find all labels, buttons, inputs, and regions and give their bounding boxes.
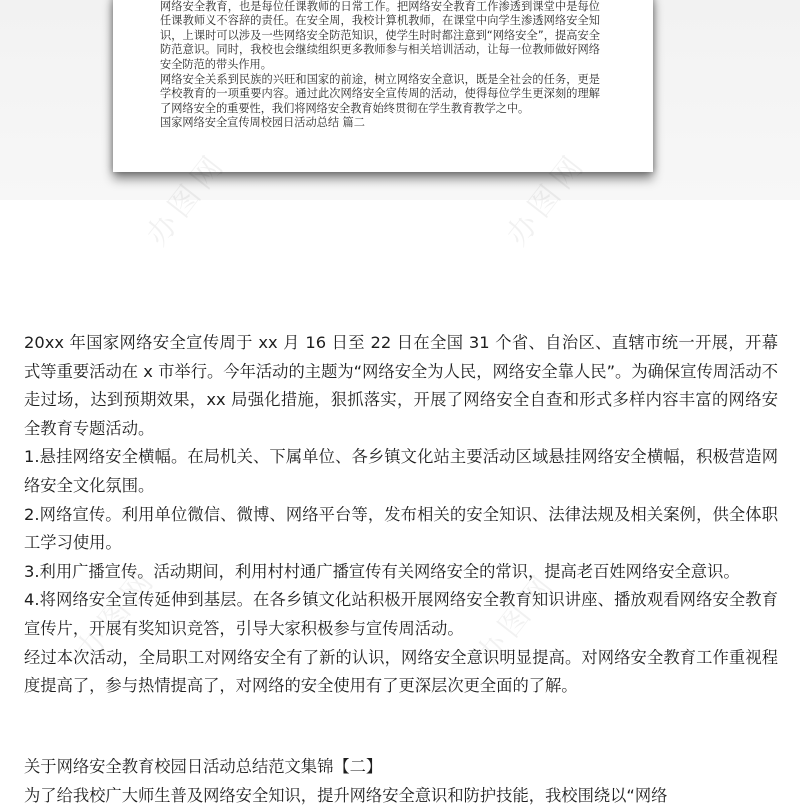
section-heading: 关于网络安全教育校园日活动总结范文集锦【二】 bbox=[24, 757, 383, 776]
body-paragraph: 1.悬挂网络安全横幅。在局机关、下属单位、各乡镇文化站主要活动区域悬挂网络安全横幅，积极营造网络安全文化氛围。 bbox=[24, 447, 778, 495]
article-body bbox=[24, 329, 778, 701]
body-paragraph: 20xx 年国家网络安全宣传周于 xx 月 16 日至 22 日在全国 31 个省、自治区、直辖市统一开展，开幕式等重要活动在 x 市举行。今年活动的主题为“网络安全为人民，网络安全靠人民”。为确保宣传周活动不走过场，达到预期效果，xx 局强化措施，狠抓落实，开展了网络安全自查和形式多样内容丰富的网络安全教育专题活动。 bbox=[24, 333, 778, 438]
thumbnail-section-title: 国家网络安全宣传周校园日活动总结 篇二 bbox=[160, 116, 365, 130]
watermark: 办图网 bbox=[69, 560, 164, 668]
body-paragraph: 经过本次活动，全局职工对网络安全有了新的认识，网络安全意识明显提高。对网络安全教育工作重视程度提高了，参与热情提高了，对网络的安全使用有了更深层次更全面的了解。 bbox=[24, 647, 778, 696]
body-paragraph: 4.将网络安全宣传延伸到基层。在各乡镇文化站积极开展网络安全教育知识讲座、播放观看网络安全教育宣传片，开展有奖知识竞答，引导大家积极参与宣传周活动。 bbox=[24, 590, 778, 638]
body-paragraph: 3.利用广播宣传。活动期间，利用村村通广播宣传有关网络安全的常识，提高老百姓网络安全意识。 bbox=[24, 561, 740, 581]
thumbnail-paragraph: 网络安全教育，也是每位任课教师的日常工作。把网络安全教育工作渗透到课堂中是每位任课教师义不容辞的责任。在安全周，我校计算机教师，在课堂中向学生渗透网络安全知识，上课时可以涉及一些网络安全防范知识，使学生时时都注意到“网络安全”，提高安全防范意识。同时，我校也会继续组织更多教师参与相关培训活动，让每一位教师做好网络安全防范的带头作用。 bbox=[160, 0, 600, 71]
watermark: 办图网 bbox=[469, 565, 564, 673]
document-thumbnail bbox=[113, 0, 653, 172]
thumbnail-paragraph: 网络安全关系到民族的兴旺和国家的前途，树立网络安全意识，既是全社会的任务，更是学校教育的一项重要内容。通过此次网络安全宣传周的活动，使得每位学生更深刻的理解了网络安全的重要性，我们将网络安全教育始终贯彻在学生教育教学之中。 bbox=[160, 72, 600, 115]
thumbnail-text bbox=[160, 0, 600, 131]
body-paragraph: 2.网络宣传。利用单位微信、微博、网络平台等，发布相关的安全知识、法律法规及相关案例，供全体职工学习使用。 bbox=[24, 504, 778, 553]
body-paragraph-cut: 为了给我校广大师生普及网络安全知识，提升网络安全意识和防护技能，我校围绕以“网络 bbox=[24, 786, 668, 805]
